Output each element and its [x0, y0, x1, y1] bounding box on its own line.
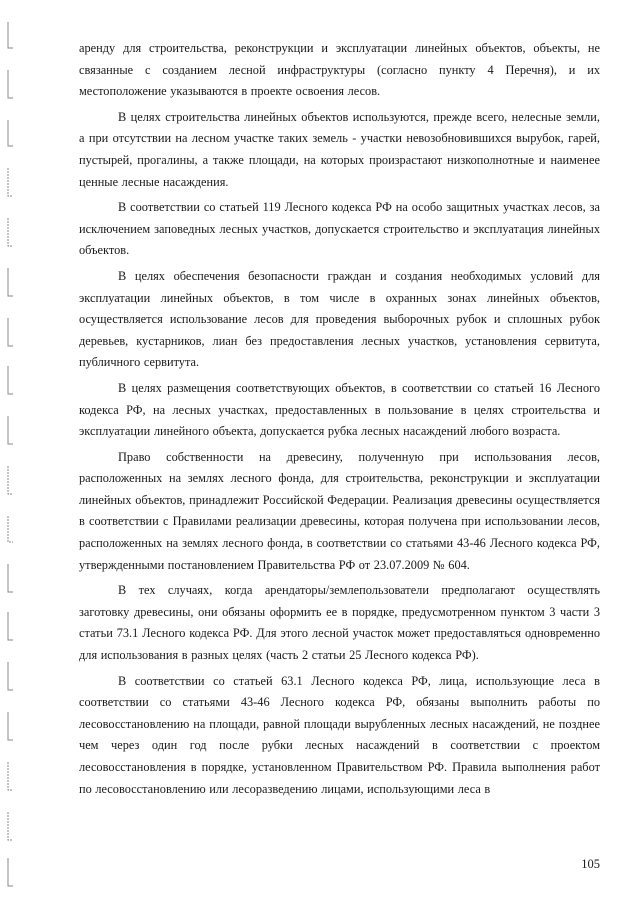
paragraph-timber-ownership: Право собственности на древесину, полученную при использования лесов, расположенных на землях лесного фонда, для строительства, реконструкции и эксплуатации линейных объектов, принадлежит Российской Федерации. Реализация древесины осуществляется в соответствии с Правилами реализации древесины, которая получена при использовании лесов, расположенных на землях лесного фонда, в соответствии со статьями 43-46 Лесного кодекса РФ, утвержденными постановлением Правительства РФ от 23.07.2009 № 604. — [79, 449, 600, 572]
paragraph-continuation: аренду для строительства, реконструкции и эксплуатации линейных объектов, объекты, не связанные с созданием лесной инфраструктуры (согласно пункту 4 Перечня), и их местоположение указываются в проекте освоения лесов. — [79, 41, 600, 99]
paragraph-article-119: В соответствии со статьей 119 Лесного кодекса РФ на особо защитных участках лесов, за исключением заповедных лесных участков, допускается строительство и эксплуатация линейных объектов. — [79, 200, 600, 258]
paragraph-timber-harvesting: В тех случаях, когда арендаторы/землепользователи предполагают осуществлять заготовку древесины, они обязаны оформить ее в порядке, предусмотренном пунктом 3 части 3 статьи 73.1 Лесного кодекса РФ. Для этого лесной участок может предоставляться одновременно для использования в разных целях (часть 2 статьи 25 Лесного кодекса РФ). — [79, 583, 600, 663]
page-number: 105 — [581, 857, 600, 871]
body-text — [79, 38, 600, 800]
scan-margin-marks — [0, 0, 30, 905]
paragraph-reforestation: В соответствии со статьей 63.1 Лесного кодекса РФ, лица, использующие леса в соответствии со статьями 43-46 Лесного кодекса РФ, обязаны выполнить работы по лесовосстановлению на площади, равной площади вырубленных лесных насаждений, не позднее чем через один год после рубки лесных насаждений в соответствии с проектом лесовосстановления в порядке, установленном Правительством РФ. Правила выполнения работ по лесовосстановлению или лесоразведению лицами, использующими леса в — [79, 673, 600, 796]
paragraph-article-16: В целях размещения соответствующих объектов, в соответствии со статьей 16 Лесного кодекса РФ, на лесных участках, предоставленных в пользование в целях строительства и эксплуатации линейного объекта, допускается рубка лесных насаждений любого возраста. — [79, 380, 600, 439]
paragraph-safety-logging: В целях обеспечения безопасности граждан и создания необходимых условий для эксплуатации линейных объектов, в том числе в охранных зонах линейных объектов, осуществляется использование лесов для проведения выборочных рубок и сплошных рубок деревьев, кустарников, лиан без предоставления лесных участков, установления сервитута, публичного сервитута. — [79, 268, 600, 370]
paragraph-linear-objects-lands: В целях строительства линейных объектов используются, прежде всего, нелесные земли, а при отсутствии на лесном участке таких земель - участки невозобновившихся вырубок, гарей, пустырей, прогалины, а также площади, на которых произрастают низкополнотные и наименее ценные лесные насаждения. — [79, 109, 600, 189]
